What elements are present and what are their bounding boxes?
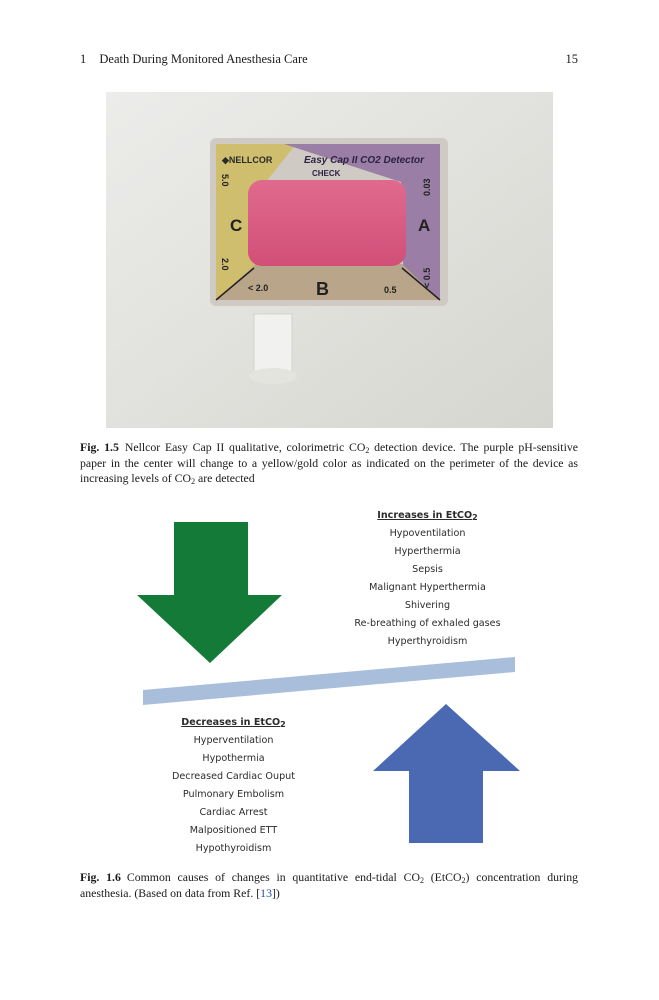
caption-1-6-text-4: ]) (271, 885, 280, 900)
caption-1-6-text-3: ) concentration during anesthesia. (Based on data from Ref. [ (80, 870, 579, 900)
decreases-heading-sub: 2 (280, 720, 286, 729)
list-item: Shivering (404, 600, 451, 611)
running-head (80, 52, 578, 67)
seesaw-bar (143, 657, 515, 705)
caption-1-5-text-1: Nellcor Easy Cap II qualitative, colorimetric CO (124, 440, 366, 454)
list-item: Hyperventilation (193, 735, 274, 746)
caption-1-6-text-2: (EtCO (423, 870, 462, 884)
nellcor-brand: ◆NELLCOR (222, 155, 273, 165)
co2-detector-illustration (106, 92, 553, 428)
figure-1-5-photo (106, 92, 553, 428)
reference-link[interactable]: 13 (260, 885, 272, 900)
value-2-0-left: 2.0 (220, 258, 230, 271)
check-label: CHECK (312, 169, 341, 178)
figure-1-5-label: Fig. 1.5 (80, 440, 119, 454)
figure-1-6-label: Fig. 1.6 (80, 870, 121, 884)
running-head-left (80, 52, 318, 67)
decreases-heading-text: Decreases in EtCO (181, 717, 281, 728)
zone-c-letter: C (230, 216, 243, 235)
product-name: Easy Cap II CO2 Detector (304, 155, 425, 166)
list-item: Re-breathing of exhaled gases (354, 618, 501, 629)
increases-list (350, 507, 505, 651)
list-item: Pulmonary Embolism (182, 789, 285, 800)
caption-1-6-sub-2: 2 (461, 876, 466, 885)
zone-a-letter: A (418, 216, 431, 235)
adapter-tube (254, 314, 292, 374)
down-arrow (137, 522, 282, 663)
list-item: Hypothyroidism (195, 843, 272, 854)
figure-1-6-caption (80, 870, 578, 901)
caption-1-5-text-3: are detected (195, 471, 255, 485)
caption-1-5-sub-2: 2 (191, 477, 196, 486)
caption-1-5-text-2: detection device. The purple pH-sensitive paper in the center will change to a yellow/gold color as indicated on the perimeter of the device as increasing levels of CO (80, 440, 579, 485)
page-number: 15 (565, 52, 578, 66)
decreases-heading (181, 717, 286, 728)
value-0-03: 0.03 (422, 178, 432, 196)
increases-heading (377, 510, 477, 521)
value-0-5: 0.5 (384, 285, 397, 295)
list-item: Hyperthermia (394, 546, 461, 557)
indicator-window (248, 180, 406, 266)
list-item: Hypoventilation (389, 528, 466, 539)
zone-b-letter: B (316, 279, 329, 299)
adapter-tube-end (249, 368, 297, 384)
figure-1-5-caption (80, 440, 578, 487)
figure-1-6-diagram (100, 505, 560, 867)
caption-1-6-text-1: Common causes of changes in quantitative end-tidal CO (126, 870, 420, 884)
caption-1-5-sub-1: 2 (365, 446, 370, 455)
value-lt-0-5: < 0.5 (422, 267, 432, 288)
list-item: Hypothermia (202, 753, 265, 764)
increases-heading-sub: 2 (472, 513, 478, 522)
list-item: Malignant Hyperthermia (369, 582, 486, 593)
list-item: Cardiac Arrest (199, 807, 268, 818)
chapter-title: Death During Monitored Anesthesia Care (99, 52, 308, 66)
list-item: Malpositioned ETT (189, 825, 278, 836)
list-item: Sepsis (412, 564, 443, 575)
caption-1-6-sub-1: 2 (419, 876, 424, 885)
up-arrow (373, 704, 520, 843)
value-5-0: 5.0 (220, 174, 230, 187)
increases-heading-text: Increases in EtCO (377, 510, 473, 521)
value-lt-2-0: < 2.0 (248, 283, 269, 293)
list-item: Hyperthyroidism (387, 636, 468, 647)
list-item: Decreased Cardiac Ouput (172, 771, 295, 782)
chapter-number: 1 (80, 52, 87, 66)
decreases-list (166, 714, 301, 858)
